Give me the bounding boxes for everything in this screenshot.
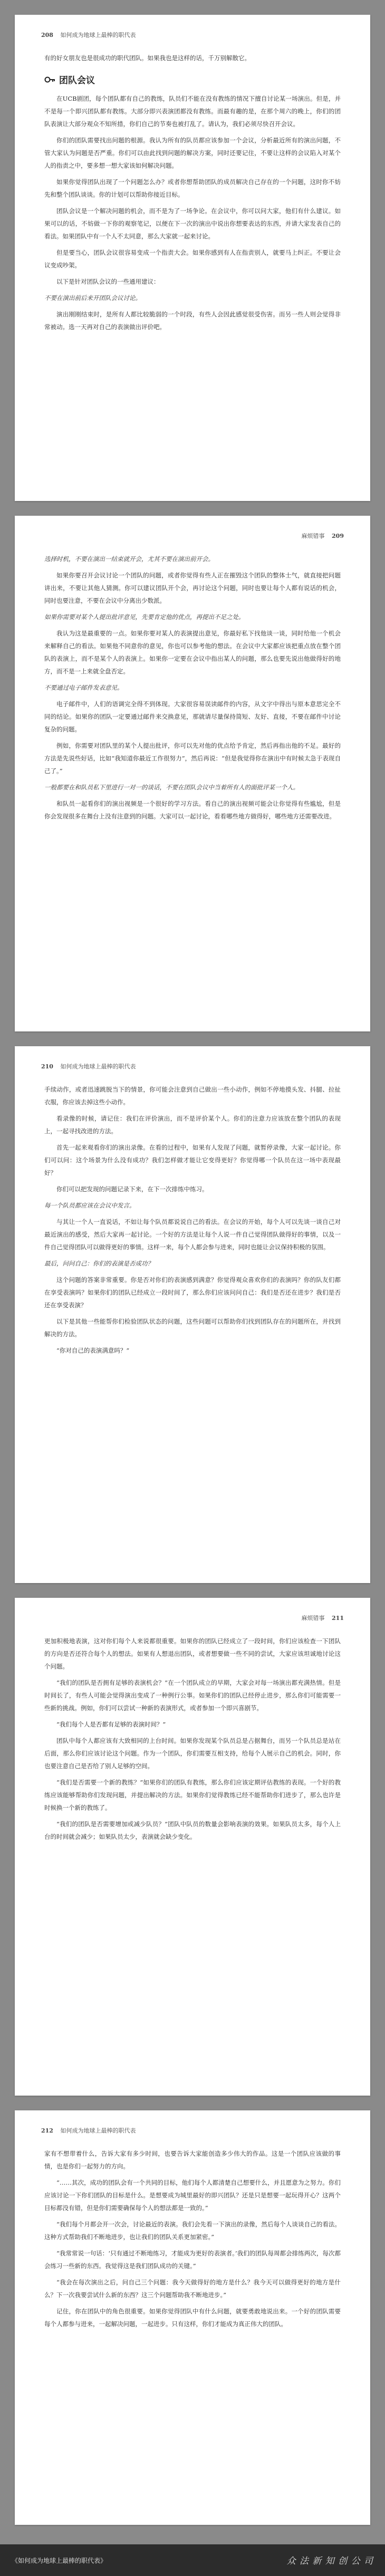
book-page: [15, 1598, 370, 2096]
paragraph: 团队会议是一个解决问题的机会，而不是为了一场争论。在会议中，你可以问大家，他们有什么建议。如果可以的话，不妨做一下你的观察笔记，以便在下一次的演出中说出你想要表达的东西，并请大家发表自己的看法。如果团队中有一个人不太同意，那么大家就一起来讨论。: [44, 207, 341, 240]
footer-bar: [0, 2544, 385, 2576]
page-content: [44, 1083, 341, 1572]
footer-book-title[interactable]: 《如何成为地球上最棒的职代表》: [12, 2557, 107, 2564]
paragraph: 以下是其他一些能帮你们检验团队状态的问题，这些问题可以帮助你们找到团队存在的问题所在，并找到解决的方法。: [44, 1318, 341, 1338]
running-title: 如何成为地球上最棒的职代表: [60, 32, 136, 38]
page-header: [41, 31, 136, 39]
key-icon: [44, 75, 56, 84]
paragraph: 在UCB剧团，每个团队都有自己的教练，队员们不能在没有教练的情况下擅自讨论某一场演出。但是，并不是每一个即兴团队都有教练。大部分即兴表演团都没有教练。而最有趣的是，在那个周六的晚上，你们的团队表演让大部分观众不知所措，你们自己的节奏也被打乱了。请认为，我们必须尽快召开会议。: [44, 95, 341, 128]
paragraph: 电子邮件中，人们的语调完全得不到体现。大家很容易误读邮件的内容，从文字中得出与原本意思完全不同的结论。如果你的团队一定要通过邮件来交换意见，那就请尽量保持简短、友好、直接，不要在邮件中讨论复杂的问题。: [44, 700, 341, 733]
paragraph: 你们可以把发现的问题记录下来，在下一次排练中练习。: [56, 1185, 208, 1193]
page-content: [44, 2147, 341, 2514]
paragraph: 手续动作，或者迅速跳脱当下的情景，你可能会注意到自己做出一些小动作，例如不停地摸头发、抖腿、拉扯衣服，你应该去掉这些小动作。: [44, 1086, 341, 1106]
tip-heading: 每一个队员都应该在会议中发言。: [44, 1202, 136, 1209]
page-number: 212: [41, 2127, 53, 2134]
page-content: [44, 52, 341, 490]
paragraph: “我常常说一句话：‘只有通过不断地练习，才能成为更好的表演者。’我们的团队每周都会排练两次，每次都会练习一些新的东西。我觉得这是我们团队成功的关键。”: [44, 2250, 341, 2270]
section-title: 团队会议: [59, 75, 95, 86]
paragraph: 以下是针对团队会议的一些通用建议：: [56, 278, 160, 285]
paragraph: “我们的团队是否拥有足够的表演机会？”在一个团队成立的早期，大家会对每一场演出都充满热情。但是时间长了，有些人可能会觉得演出变成了一种例行公事。如果你们的团队已经停止进步，那么你们可能需要一些新的挑战。例如，你们可以尝试一种新的表演形式，或者参加一个即兴喜剧节。: [44, 1679, 341, 1712]
paragraph: “我们每个月都会开一次会，讨论最近的表演。我们会先看一下演出的录像，然后每个人谈谈自己的看法。这种方式帮助我们不断地进步，也让我们的团队关系更加紧密。”: [44, 2221, 341, 2241]
paragraph: 你们的团队需要找出问题的根源。我认为所有的队员都应该参加一个会议，分析最近所有的演出问题，不管大家认为问题是否严重。你们可以由此找到问题的解决方案，同时还要记住，不要让这样的会议陷入对某个人的指责之中，要多想一想大家该如何解决问题。: [44, 137, 341, 169]
paragraph: 家有不想带着什么，告诉大家有多少时间，也要告诉大家能创造多少伟大的作品。这是一个团队应该做的事情，也是你们一起努力的方向。: [44, 2150, 341, 2170]
paragraph: “我们每个人是否都有足够的表演时间？”: [56, 1721, 166, 1728]
page-header: [41, 1062, 136, 1070]
paragraph: 一般都要在和队员私下里进行一对一的谈话，不要在团队会议中当着所有人的面批评某一个人。: [44, 784, 299, 791]
paragraph: 但是要当心，团队会议很容易变成一个指责大会。如果你感到有人在指责别人，就要马上纠正。不要让会议变成吵架。: [44, 249, 341, 269]
paragraph: 和队员一起看你们的演出视频是一个很好的学习方法。看自己的演出视频可能会让你觉得有些尴尬，但是你会发现很多在舞台上没有注意到的问题。大家可以一起讨论，看看哪些地方做得好，哪些地方还需要改进。: [44, 800, 341, 820]
book-page: [15, 1046, 370, 1583]
paragraph: 记住，你在团队中的角色很重要。如果你觉得团队中有什么问题，就要勇敢地说出来。一个好的团队需要每个人都参与进来，一起解决问题，一起进步。只有这样，你们才能成为真正伟大的团队。: [44, 2308, 341, 2328]
paragraph: “……其次，成功的团队会有一个共同的目标，他们每个人都清楚自己想要什么，并且愿意为之努力。你们应该讨论一下你们团队的目标是什么。是想要成为城里最好的即兴团队？还是只是想要一起玩得开心？这两个目标都没有错，但是你们需要确保每个人的想法都是一致的。”: [44, 2179, 341, 2212]
paragraph: “我会在每次演出之后，问自己三个问题：我今天做得好的地方是什么？我今天可以做得更好的地方是什么？下一次我要尝试什么新的东西？这三个问题帮助我不断地进步。”: [44, 2279, 341, 2299]
section-heading: [44, 73, 341, 86]
publisher-logo: 众 法 新 知 创 公 司: [286, 2556, 373, 2567]
page-header: [302, 1614, 344, 1622]
paragraph: “我们是否需要一个新的教练？”如果你们的团队有教练，那么你们应该定期评估教练的表现。一个好的教练应该能够帮助你们发现问题，并提出解决的方法。如果你们觉得教练已经不能帮助你们进步了，那么也许是时候换一个新的教练了。: [44, 1779, 341, 1811]
running-title: 麻烦错事: [301, 1615, 325, 1622]
paragraph: 与其让一个人一直说话，不如让每个队员都说说自己的看法。在会议的开始，每个人可以先谈一谈自己对最近演出的感受，然后大家再一起讨论。一个好的方法是让每个人说一件自己觉得团队做得好的事情，以及一件自己觉得团队可以做得更好的事情。这样一来，每个人都会参与进来，同时也能让会议保持积极的氛围。: [44, 1218, 341, 1251]
paragraph: 我认为这是最重要的一点。如果你要对某人的表演提出意见，你最好私下找他谈一谈，同时给他一个机会来解释自己的看法。如果他不同意你的意见，你也可以参考他的想法。在会议中大家都应该把重点放在整个团队的表演上，而不是某个人的表演上。如果你一定要在会议中指出某人的问题，那么也要先说出他做得好的地方，而不是一上来就全盘否定。: [44, 630, 341, 675]
page-header: [302, 532, 344, 540]
paragraph: 看录像的时候，请记住：我们在评价演出，而不是评价某个人。你们的注意力应该放在整个团队的表现上，一起寻找改进的方法。: [44, 1115, 341, 1135]
tip-heading: 不要在演出前后来开团队会议讨论。: [44, 294, 141, 302]
running-title: 如何成为地球上最棒的职代表: [60, 1063, 136, 1070]
paragraph: 例如，你需要对团队里的某个人提出批评，你可以先对他的优点给予肯定，然后再指出他的不足。最好的方法是先说些好话，比如“我知道你最近工作很努力”，然后再说：“但是我觉得你在演出中有时候太急于表现自己了。”: [44, 742, 341, 775]
tip-heading: 如果你需要对某个人提出批评意见，先要肯定他的优点，再提出不足之处。: [44, 613, 245, 621]
book-page: [15, 516, 370, 1031]
tip-heading: 选择时机，不要在演出一结束就开会，尤其不要在演出前开会。: [44, 555, 214, 563]
tip-heading: 最后，问问自己：你们的表演是否成功？: [44, 1260, 153, 1267]
paragraph: 有的好女朋友也是很成功的职代团队。如果我也是这样的话，千万别解散它。: [44, 54, 251, 62]
running-title: 如何成为地球上最棒的职代表: [60, 2127, 136, 2134]
paragraph: 如果你觉得团队出现了一个问题怎么办？或者你想帮助团队的成员解决自己存在的一个问题，这时你不妨先和整个团队谈谈。你的计划可以帮助你接近目标。: [44, 178, 341, 198]
paragraph: “你对自己的表演满意吗？”: [56, 1347, 130, 1354]
book-page: [15, 2110, 370, 2525]
tip-heading: 不要通过电子邮件发表意见。: [44, 684, 123, 691]
paragraph: 这个问题的答案非常重要。你是否对你们的表演感到满意？你觉得观众喜欢你们的表演吗？你的队友们都在享受表演吗？如果你们的团队已经成立一段时间了，那么你们应该问问自己：我们是否还在进步？我们是否还在享受表演？: [44, 1276, 341, 1309]
page-number: 211: [332, 1615, 344, 1622]
paragraph: 首先一起来观看你们的演出录像。在看的过程中，如果有人发现了问题，就暂停录像，大家一起讨论。你们可以问：这个场景为什么没有成功？我们怎样做才能让它变得更好？你觉得哪一个队员在这一场中表现最好？: [44, 1144, 341, 1176]
paragraph: 如果你要召开会议讨论一个团队的问题，或者你觉得有些人正在摧毁这个团队的整体士气，就直接把问题讲出来，不要让其他人猜测。你可以建议团队开个会，再讨论这个问题，同时也要让每个人都有说话的机会，同时也要注意，不要在会议中分离出少数派。: [44, 572, 341, 604]
page-number: 208: [41, 32, 53, 38]
page-header: [41, 2126, 136, 2135]
running-title: 麻烦错事: [301, 533, 325, 539]
paragraph: “我们的团队是否需要增加或减少队员？”团队中队员的数量会影响表演的效果。如果队员太多，每个人上台的时间就会减少；如果队员太少，表演就会缺少变化。: [44, 1820, 341, 1840]
page-content: [44, 553, 341, 1021]
page-number: 210: [41, 1063, 53, 1070]
paragraph: 团队中每个人都应该有大致相同的上台时间。如果你发现某个队员总是占据舞台，而另一个队员总是站在后面，那么你们应该讨论这个问题。作为一个团队，你们需要互相支持，给每个人展示自己的机会。同时，你也要注意自己是否给了别人足够的空间。: [44, 1737, 341, 1770]
book-page: [15, 15, 370, 501]
page-content: [44, 1635, 341, 2085]
paragraph: 更加积极地表演，这对你们每个人来说都很重要。如果你的团队已经成立了一段时间，你们应该检查一下团队的方向是否还符合每个人的想法。如果有人想退出团队，或者想要做一些不同的尝试，大家应该坦诚地讨论这个问题。: [44, 1637, 341, 1670]
paragraph: 演出刚刚结束时，是所有人都比较脆弱的一个时段，有些人会因此感觉很受伤害。而另一些人则会觉得非常被动。选一天再对自己的表演做出评价吧。: [44, 311, 341, 331]
page-number: 209: [332, 533, 344, 539]
